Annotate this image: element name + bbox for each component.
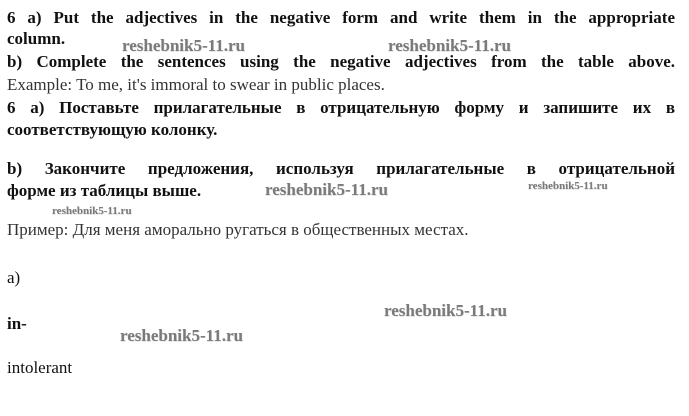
watermark: reshebnik5-11.ru [120,326,243,345]
word-intolerant: intolerant [7,358,73,377]
watermark: reshebnik5-11.ru [265,180,388,199]
watermark: reshebnik5-11.ru [528,180,608,192]
section-a-label: a) [7,268,21,287]
watermark: reshebnik5-11.ru [52,205,132,217]
task-6b-en: b) Complete the sentences using the negative adjectives from the table above. [7,52,675,71]
watermark: reshebnik5-11.ru [384,301,507,320]
watermark: reshebnik5-11.ru [388,36,511,55]
prefix-in-label: in- [7,314,27,333]
task-6a-ru-line1: 6 а) Поставьте прилагательные в отрицательную форму и запишите их в [7,98,675,117]
task-6b-ru-line2: форме из таблицы выше. [7,181,202,200]
example-ru: Пример: Для меня аморально ругаться в общественных местах. [7,220,469,239]
task-6a-ru-line2: соответствующую колонку. [7,120,218,139]
task-6a-en-line1: 6 a) Put the adjectives in the negative form and write them in the appropriate [7,8,675,27]
task-6a-en-line2: column. [7,29,66,48]
example-en: Example: To me, it's immoral to swear in public places. [7,75,385,94]
task-6b-ru-line1: b) Закончите предложения, используя прилагательные в отрицательной [7,159,675,178]
watermark: reshebnik5-11.ru [122,36,245,55]
